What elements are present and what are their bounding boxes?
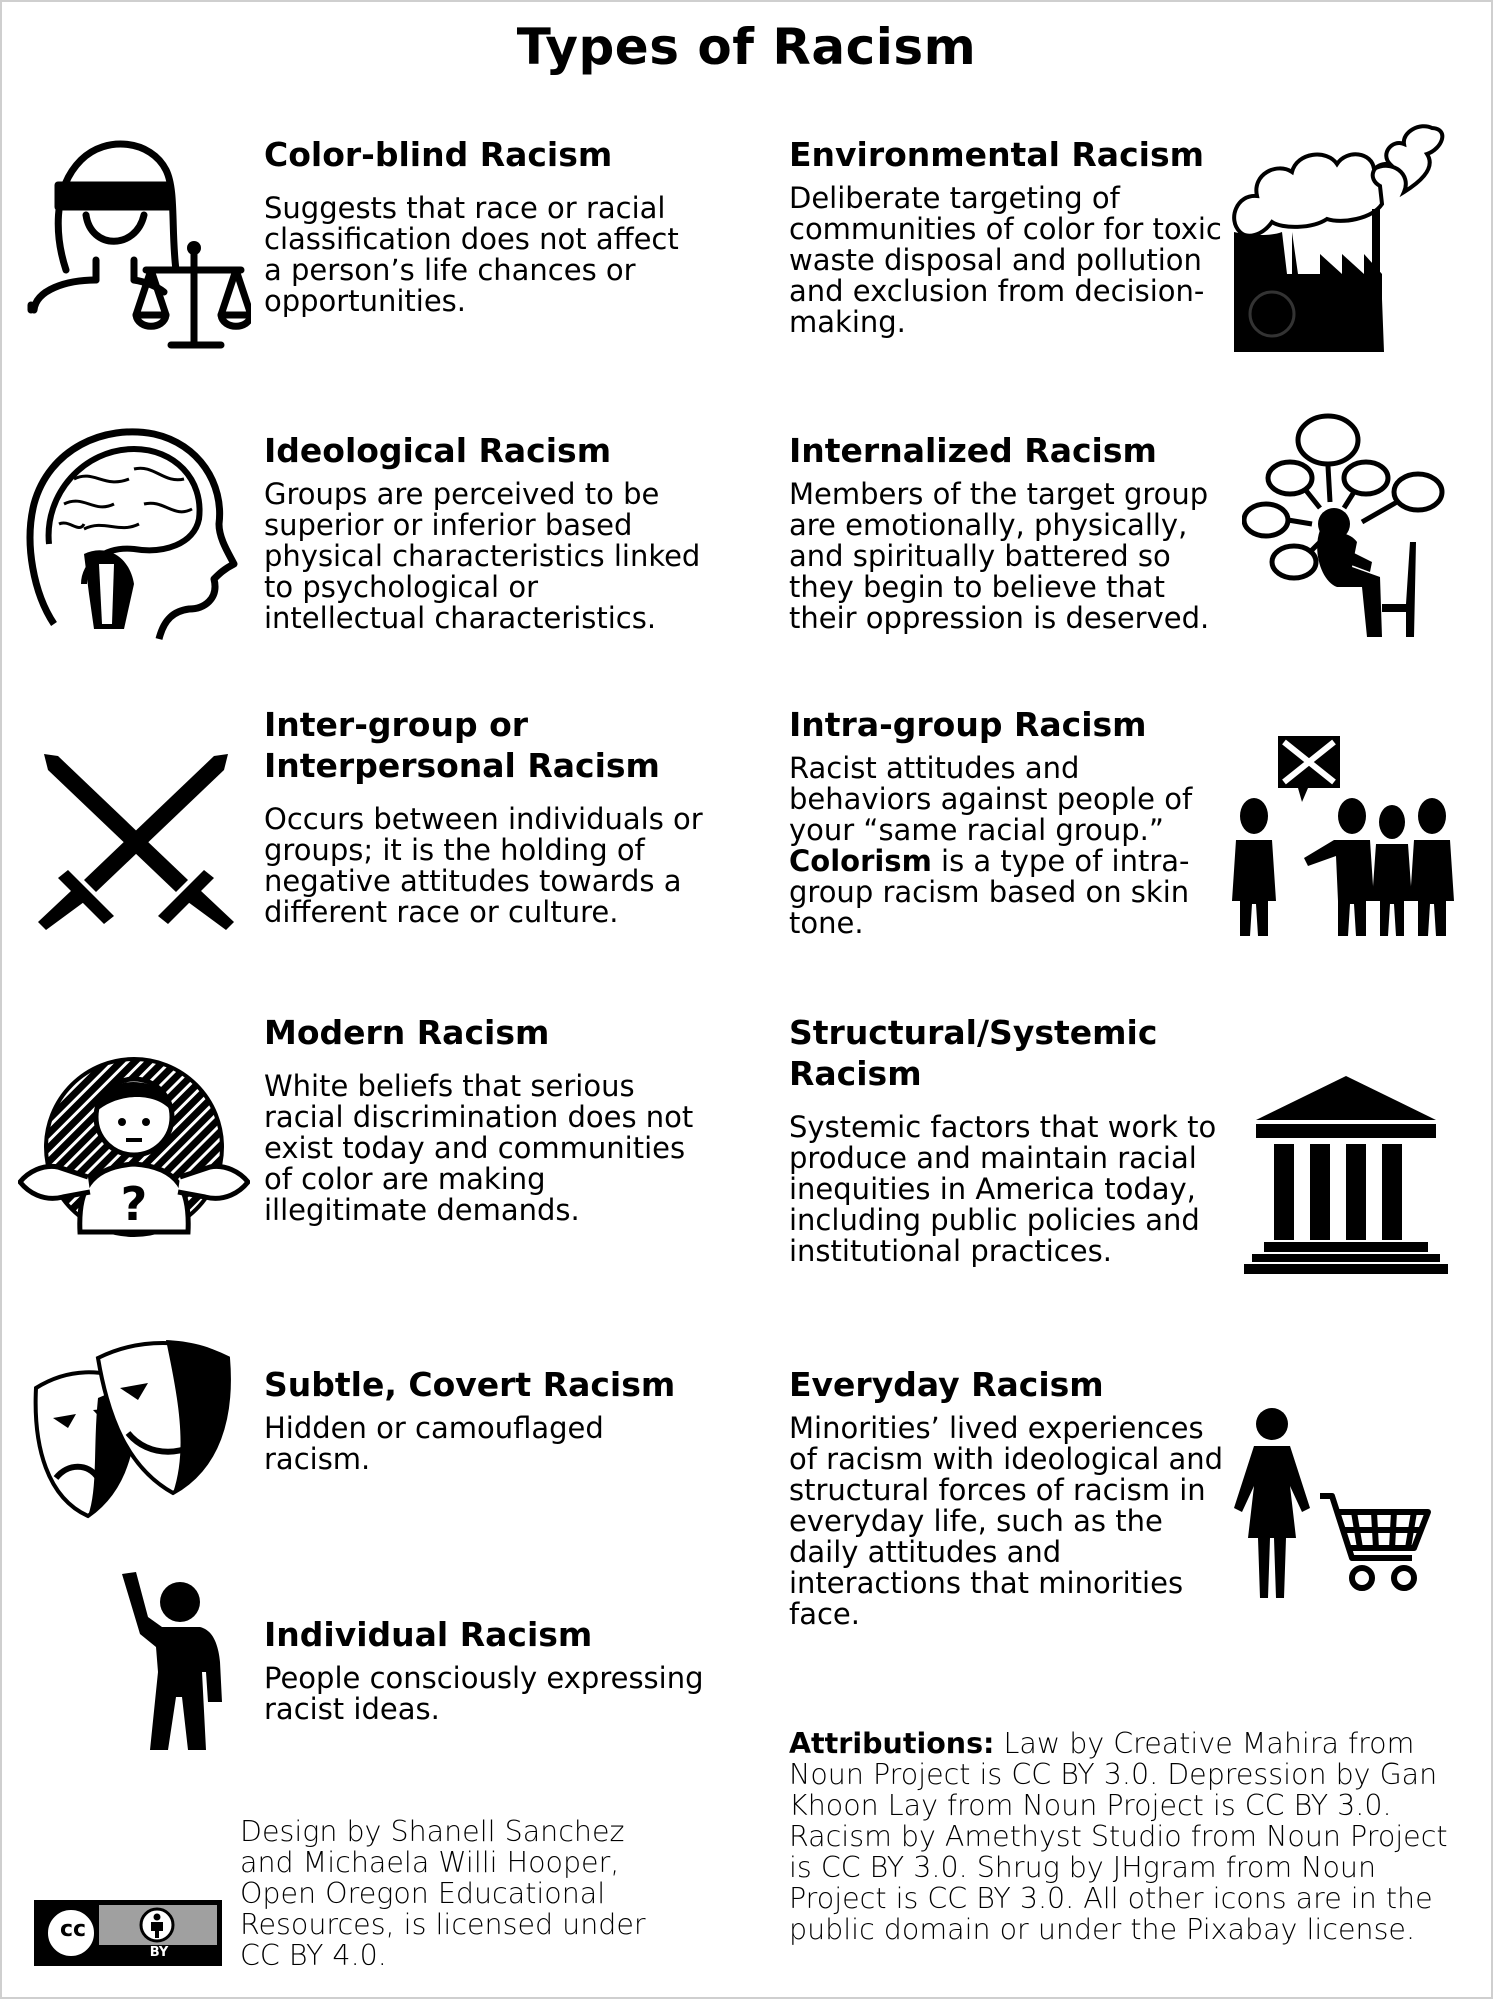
by-label: BY bbox=[149, 1945, 169, 1960]
entry-intergroup-racism bbox=[264, 704, 704, 928]
theater-masks-icon bbox=[28, 1338, 233, 1523]
depression-icon bbox=[1242, 412, 1446, 642]
entry-body: People consciously expressing racist ideas. bbox=[264, 1661, 704, 1726]
brain-head-icon bbox=[24, 424, 239, 644]
entry-body: Deliberate targeting of communities of color for toxic waste disposal and pollution and exclusion from decision-making. bbox=[789, 181, 1222, 339]
entry-body: Groups are perceived to be superior or inferior based physical characteristics linked to psychological or intellectual characteristics. bbox=[264, 477, 701, 635]
shopping-cart-person-icon bbox=[1224, 1408, 1434, 1600]
entry-heading: Color-blind Racism bbox=[264, 135, 613, 174]
entry-body-text: Racist attitudes and behaviors against people of your “same racial group.” bbox=[789, 751, 1193, 847]
entry-body bbox=[789, 753, 1229, 939]
entry-heading: Ideological Racism bbox=[264, 431, 612, 470]
crossed-swords-icon bbox=[36, 752, 236, 932]
entry-body: Systemic factors that work to produce and maintain racial inequities in America today, including public policies and institutional practices. bbox=[789, 1110, 1217, 1268]
entry-heading: Structural/Systemic Racism bbox=[789, 1013, 1158, 1093]
design-credit: Design by Shanell Sanchez and Michaela Willi Hooper, Open Oregon Educational Resources, is licensed under CC BY 4.0. bbox=[240, 1815, 646, 1972]
entry-heading: Individual Racism bbox=[264, 1615, 593, 1654]
raised-fist-person-icon bbox=[122, 1572, 232, 1752]
entry-body: Hidden or camouflaged racism. bbox=[264, 1411, 604, 1476]
group-message-icon bbox=[1228, 736, 1458, 940]
attributions-text: Law by Creative Mahira from Noun Project is CC BY 3.0. Depression by Gan Khoon Lay from Noun Project is CC BY 3.0. Racism by Amethyst Studio from Noun Project is CC BY 3.0. Shrug by JHgram from Noun Project is CC BY 3.0. All other icons are in the public domain or under the Pixabay license. bbox=[789, 1727, 1448, 1946]
entry-individual-racism bbox=[264, 1614, 704, 1725]
entry-heading: Subtle, Covert Racism bbox=[264, 1365, 676, 1404]
shrug-icon bbox=[18, 1042, 250, 1237]
cc-label: cc bbox=[59, 1917, 87, 1942]
entry-everyday-racism bbox=[789, 1364, 1229, 1630]
entry-ideological-racism bbox=[264, 430, 704, 634]
entry-heading: Intra-group Racism bbox=[789, 705, 1147, 744]
factory-smoke-icon bbox=[1232, 124, 1452, 354]
entry-heading: Internalized Racism bbox=[789, 431, 1157, 470]
entry-heading: Inter-group or Interpersonal Racism bbox=[264, 705, 660, 785]
attributions-label: Attributions: bbox=[789, 1727, 995, 1760]
cc-by-license-badge[interactable] bbox=[34, 1900, 222, 1966]
entry-body: Members of the target group are emotionally, physically, and spiritually battered so they begin to believe that their oppression is deserved. bbox=[789, 477, 1210, 635]
attributions bbox=[789, 1728, 1469, 1945]
colorism-term: Colorism bbox=[789, 844, 932, 878]
entry-body-text: is a type of intra-group racism based on skin tone. bbox=[789, 844, 1190, 940]
entry-internalized-racism bbox=[789, 430, 1229, 634]
entry-body: Minorities’ lived experiences of racism with ideological and structural forces of racism in everyday life, such as the daily attitudes and interactions that minorities face. bbox=[789, 1411, 1224, 1631]
entry-structural-systemic-racism bbox=[789, 1012, 1229, 1267]
entry-environmental-racism bbox=[789, 134, 1229, 338]
entry-body: Occurs between individuals or groups; it is the holding of negative attitudes towards a different race or culture. bbox=[264, 802, 703, 929]
entry-heading: Environmental Racism bbox=[789, 135, 1204, 174]
entry-color-blind-racism bbox=[264, 134, 704, 317]
justice-scales-icon bbox=[26, 130, 251, 355]
institution-building-icon bbox=[1242, 1076, 1450, 1274]
svg-text:?: ? bbox=[120, 1177, 148, 1231]
entry-subtle-covert-racism bbox=[264, 1364, 704, 1475]
page-title: Types of Racism bbox=[516, 18, 977, 76]
entry-heading: Everyday Racism bbox=[789, 1365, 1104, 1404]
entry-intragroup-racism bbox=[789, 704, 1229, 939]
entry-modern-racism bbox=[264, 1012, 704, 1226]
entry-body: Suggests that race or racial classification does not affect a person’s life chances or opportunities. bbox=[264, 191, 679, 318]
entry-body: White beliefs that serious racial discrimination does not exist today and communities of color are making illegitimate demands. bbox=[264, 1069, 694, 1227]
entry-heading: Modern Racism bbox=[264, 1013, 550, 1052]
